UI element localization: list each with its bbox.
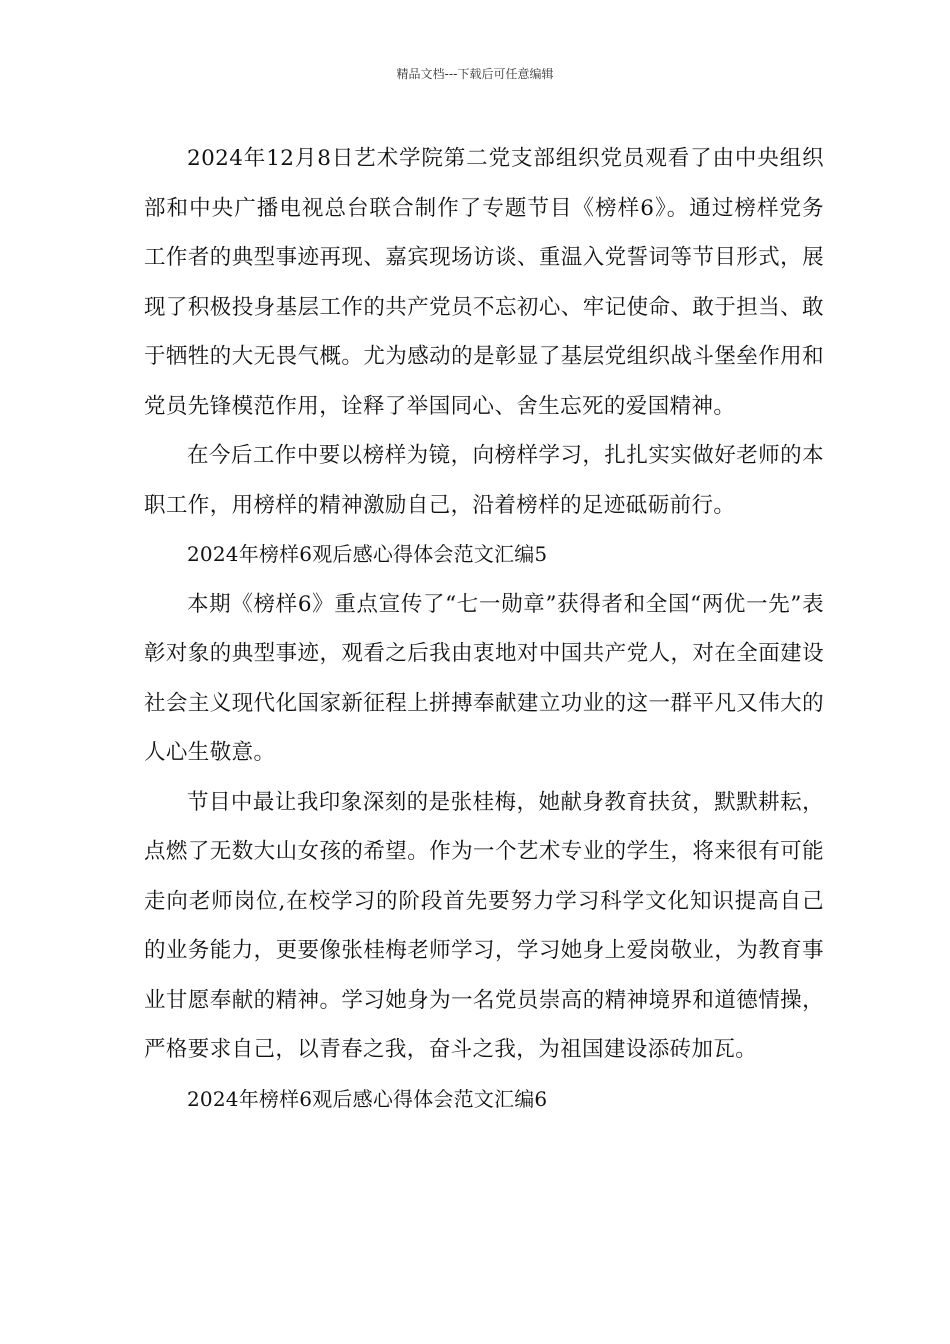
section-heading-6: 2024年榜样6观后感心得体会范文汇编6 <box>187 1086 548 1111</box>
paragraph-viewing-report: 2024年12月8日艺术学院第二党支部组织党员观看了由中央组织部和中央广播电视总台联合制作了专题节目《榜样6》。通过榜样党务工作者的典型事迹再现、嘉宾现场访谈、重温入党誓词等节目形式，展现了积极投身基层工作的共产党员不忘初心、牢记使命、敢于担当、敢于牺牲的大无畏气概。尤为感动的是彰显了基层党组织战斗堡垒作用和党员先锋模范作用，诠释了举国同心、舍生忘死的爱国精神。 <box>144 146 824 419</box>
paragraph-program-intro: 本期《榜样6》重点宣传了“七一勋章”获得者和全国“两优一先”表彰对象的典型事迹，观看之后我由衷地对中国共产党人，对在全面建设社会主义现代化国家新征程上拼搏奉献建立功业的这一群平凡又伟大的人心生敬意。 <box>144 591 824 765</box>
paragraph-zhang-guimei: 节目中最让我印象深刻的是张桂梅，她献身教育扶贫，默默耕耘，点燃了无数大山女孩的希望。作为一个艺术专业的学生，将来很有可能走向老师岗位,在校学习的阶段首先要努力学习科学文化知识提高自己的业务能力，更要像张桂梅老师学习，学习她身上爱岗敬业，为教育事业甘愿奉献的精神。学习她身为一名党员崇高的精神境界和道德情操，严格要求自己，以青春之我，奋斗之我，为祖国建设添砖加瓦。 <box>144 789 824 1062</box>
document-body <box>144 134 824 1124</box>
section-heading-5: 2024年榜样6观后感心得体会范文汇编5 <box>187 542 548 566</box>
page-header: 精品文档---下载后可任意编辑 <box>396 67 554 81</box>
paragraph-future-work: 在今后工作中要以榜样为镜，向榜样学习，扎扎实实做好老师的本职工作，用榜样的精神激励自己，沿着榜样的足迹砥砺前行。 <box>144 443 824 518</box>
